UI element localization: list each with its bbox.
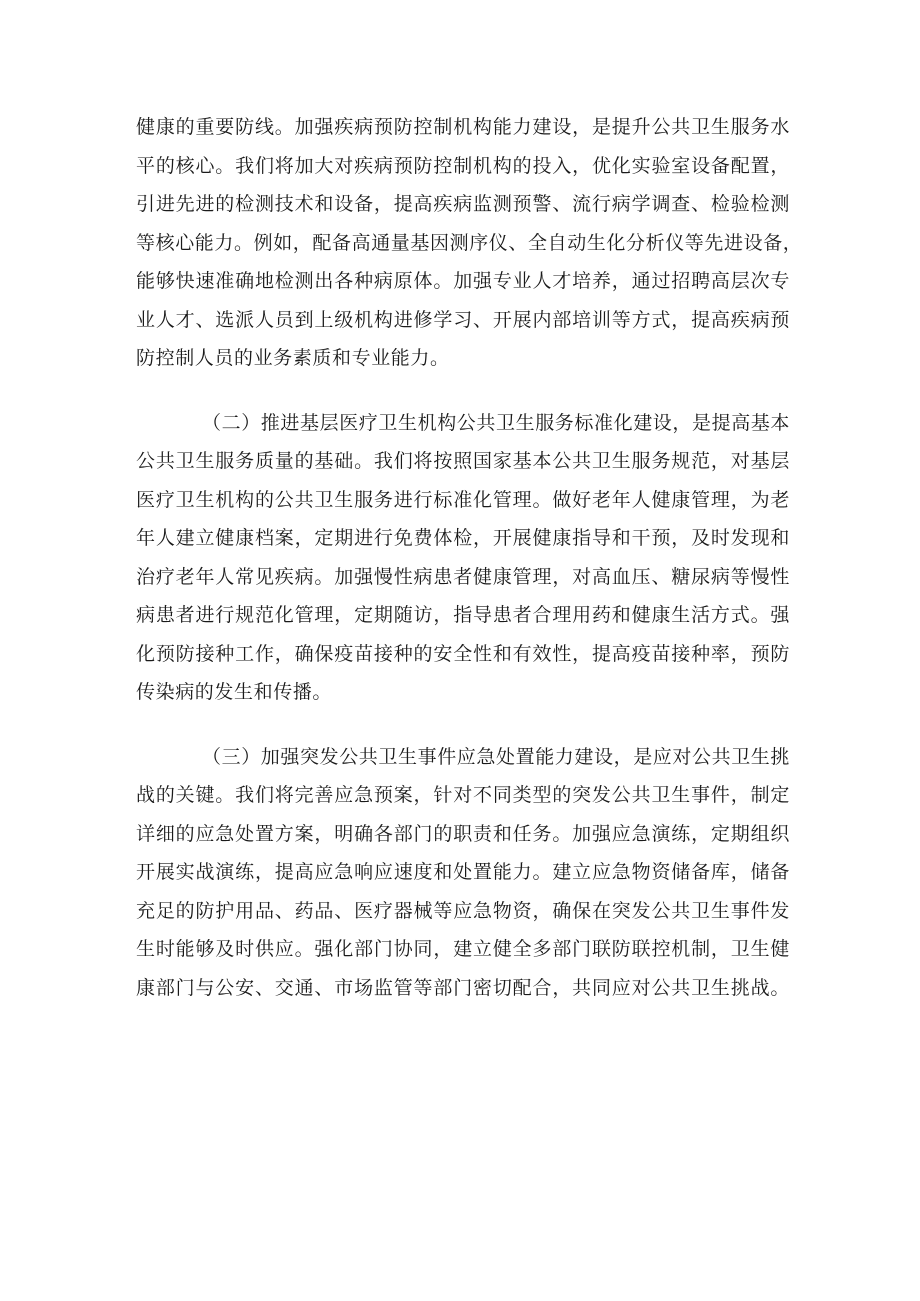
- text-line: 能够快速准确地检测出各种病原体。加强专业人才培养，通过招聘高层次专: [136, 270, 790, 292]
- text-line: 健康的重要防线。加强疾病预防控制机构能力建设，是提升公共卫生服务水: [136, 116, 790, 138]
- section-heading-line: （三）加强突发公共卫生事件应急处置能力建设，是应对公共卫生挑: [202, 745, 791, 768]
- text-line: 公共卫生服务质量的基础。我们将按照国家基本公共卫生服务规范，对基层: [136, 450, 790, 472]
- paragraph-section-two: [136, 404, 790, 712]
- text-line: 引进先进的检测技术和设备，提高疾病监测预警、流行病学调查、检验检测: [136, 193, 790, 215]
- paragraph-spacer: [136, 712, 790, 738]
- text-line: 战的关键。我们将完善应急预案，针对不同类型的突发公共卫生事件，制定: [136, 784, 790, 806]
- document-body: [136, 108, 803, 1007]
- text-line: 开展实战演练，提高应急响应速度和处置能力。建立应急物资储备库，储备: [136, 861, 790, 883]
- text-line: 化预防接种工作，确保疫苗接种的安全性和有效性，提高疫苗接种率，预防: [136, 642, 790, 665]
- paragraph-spacer: [136, 378, 790, 404]
- text-line: 生时能够及时供应。强化部门协同，建立健全多部门联防联控机制，卫生健: [136, 938, 790, 960]
- text-line: 传染病的发生和传播。: [136, 681, 333, 703]
- text-line: 业人才、选派人员到上级机构进修学习、开展内部培训等方式，提高疾病预: [136, 308, 790, 331]
- paragraph-disease-control: [136, 108, 803, 378]
- section-heading-line: （二）推进基层医疗卫生机构公共卫生服务标准化建设，是提高基本: [202, 411, 791, 434]
- text-line: 康部门与公安、交通、市场监管等部门密切配合，共同应对公共卫生挑战。: [136, 976, 790, 999]
- text-line: 年人建立健康档案，定期进行免费体检，开展健康指导和干预，及时发现和: [136, 527, 790, 549]
- text-line: 平的核心。我们将加大对疾病预防控制机构的投入，优化实验室设备配置，: [136, 154, 790, 177]
- text-line: 充足的防护用品、药品、医疗器械等应急物资，确保在突发公共卫生事件发: [136, 899, 790, 922]
- text-line: 防控制人员的业务素质和专业能力。: [136, 347, 450, 369]
- text-line: 病患者进行规范化管理，定期随访，指导患者合理用药和健康生活方式。强: [136, 604, 790, 626]
- text-line: 医疗卫生机构的公共卫生服务进行标准化管理。做好老年人健康管理，为老: [136, 488, 790, 511]
- text-line: 治疗老年人常见疾病。加强慢性病患者健康管理，对高血压、糖尿病等慢性: [136, 565, 790, 588]
- text-line: 详细的应急处置方案，明确各部门的职责和任务。加强应急演练，定期组织: [136, 822, 790, 845]
- text-line: 等核心能力。例如，配备高通量基因测序仪、全自动生化分析仪等先进设备，: [136, 231, 803, 254]
- paragraph-section-three: [136, 738, 790, 1008]
